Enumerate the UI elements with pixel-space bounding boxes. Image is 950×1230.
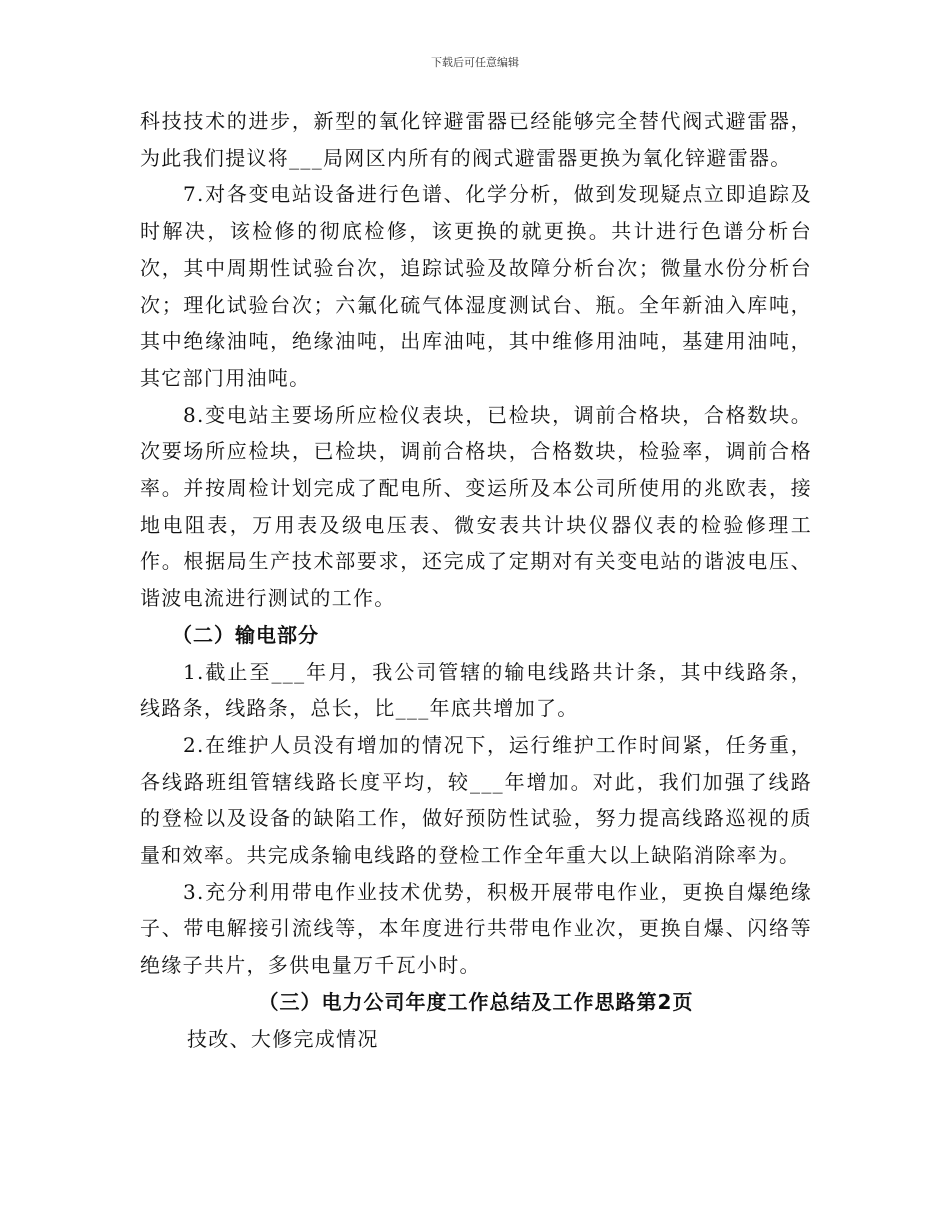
section-heading-page-2: （三）电力公司年度工作总结及工作思路第2页 bbox=[258, 989, 694, 1014]
paragraph-transmission-3: 3.充分利用带电作业技术优势，积极开展带电作业，更换自爆绝缘子、带电解接引流线等，本年度进行共带电作业次，更换自爆、闪络等绝缘子共片，多供电量万千瓦小时。 bbox=[140, 879, 812, 978]
page-header-note: 下载后可任意编辑 bbox=[431, 56, 519, 69]
document-body bbox=[140, 103, 812, 1057]
paragraph-transmission-1: 1.截止至___年月，我公司管辖的输电线路共计条，其中线路条，线路条，线路条，总长，比___年底共增加了。 bbox=[140, 659, 812, 721]
section-heading-transmission: （二）输电部分 bbox=[172, 622, 319, 647]
paragraph-item-8: 8.变电站主要场所应检仪表块，已检块，调前合格块，合格数块。次要场所应检块，已检块，调前合格块，合格数块，检验率，调前合格率。并按周检计划完成了配电所、变运所及本公司所使用的兆欧表，接地电阻表，万用表及级电压表、微安表共计块仪器仪表的检验修理工作。根据局生产技术部要求，还完成了定期对有关变电站的谐波电压、谐波电流进行测试的工作。 bbox=[140, 402, 812, 611]
paragraph-item-7: 7.对各变电站设备进行色谱、化学分析，做到发现疑点立即追踪及时解决，该检修的彻底检修，该更换的就更换。共计进行色谱分析台次，其中周期性试验台次，追踪试验及故障分析台次；微量水份分析台次；理化试验台次；六氟化硫气体湿度测试台、瓶。全年新油入库吨，其中绝缘油吨，绝缘油吨，出库油吨，其中维修用油吨，基建用油吨，其它部门用油吨。 bbox=[140, 182, 812, 390]
paragraph-renovation-status: 技改、大修完成情况 bbox=[187, 1026, 379, 1051]
paragraph-transmission-2: 2.在维护人员没有增加的情况下，运行维护工作时间紧，任务重，各线路班组管辖线路长度平均，较___年增加。对此，我们加强了线路的登检以及设备的缺陷工作，做好预防性试验，努力提高线路巡视的质量和效率。共完成条输电线路的登检工作全年重大以上缺陷消除率为。 bbox=[140, 732, 812, 868]
paragraph-arrester-replacement: 科技技术的进步，新型的氧化锌避雷器已经能够完全替代阀式避雷器，为此我们提议将___局网区内所有的阀式避雷器更换为氧化锌避雷器。 bbox=[140, 109, 812, 170]
